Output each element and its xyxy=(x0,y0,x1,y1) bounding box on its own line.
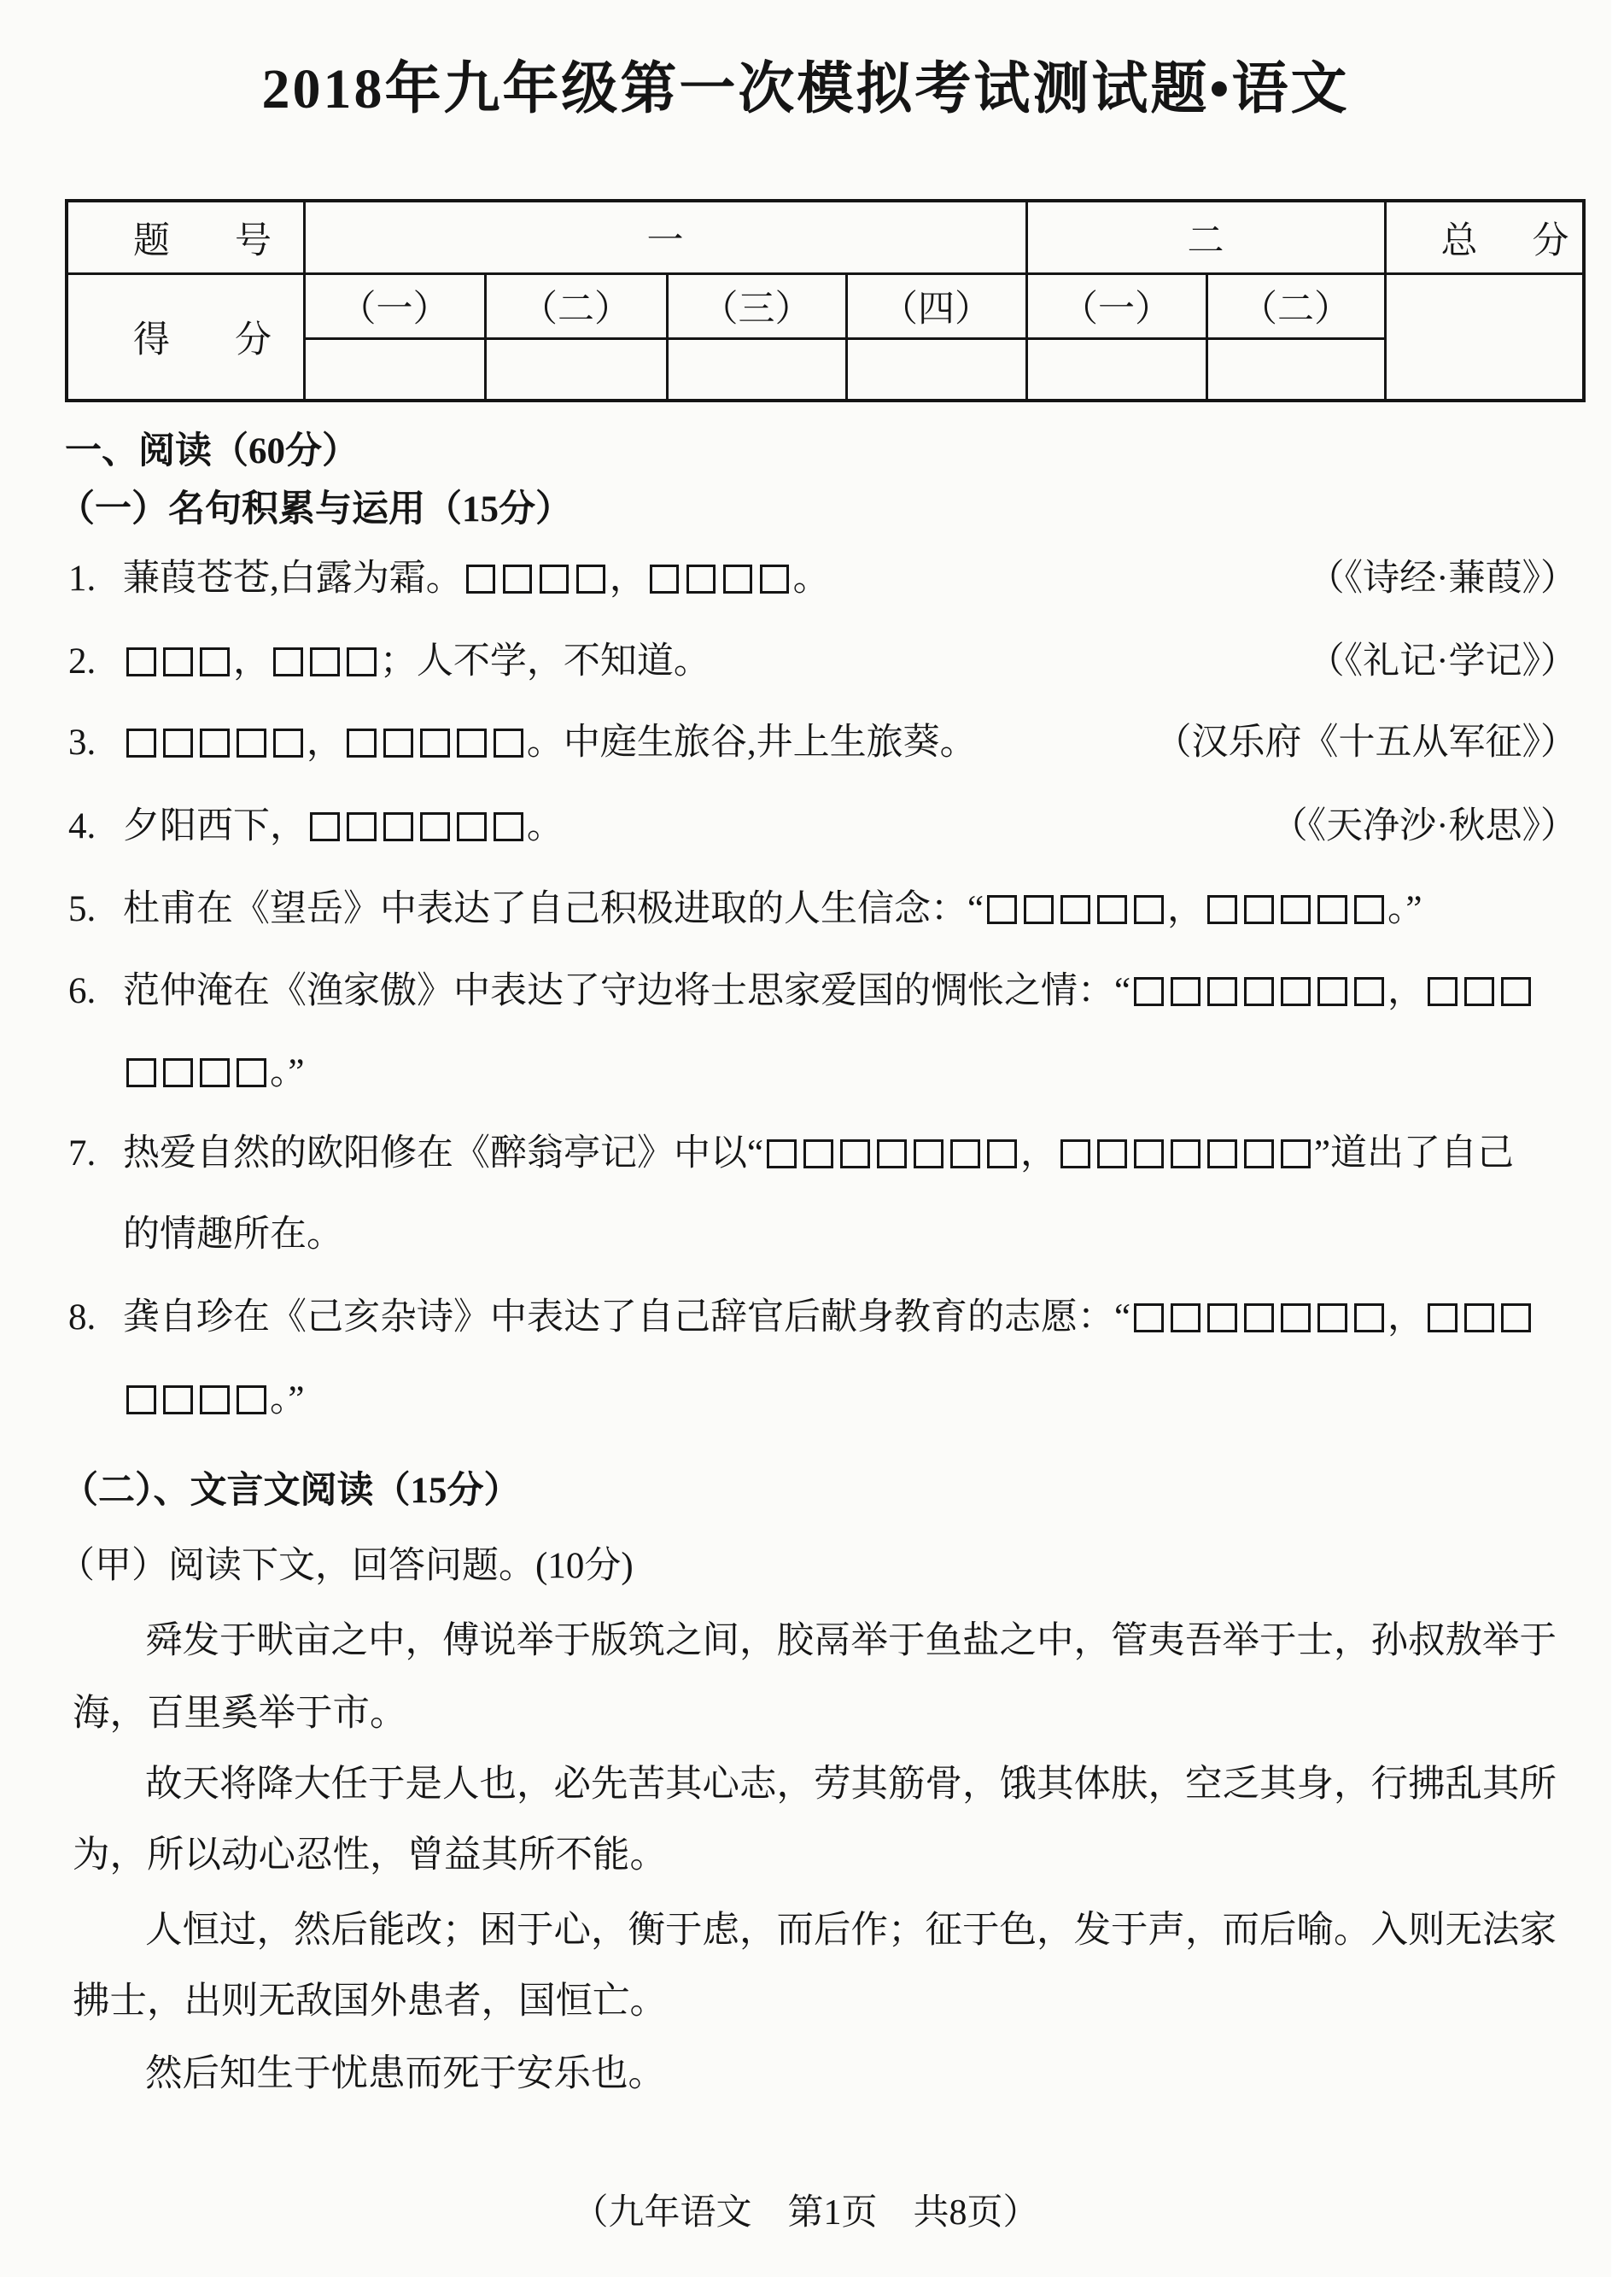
answer-blank xyxy=(383,812,412,841)
answer-blank xyxy=(1134,1303,1163,1332)
question-number: 8. xyxy=(68,1297,96,1338)
passage-line: 然后知生于忧患而死于安乐也。 xyxy=(145,2053,665,2094)
sub-part-header: （四） xyxy=(846,274,1026,339)
source-citation: （汉乐府《十五从军征》） xyxy=(1154,723,1577,763)
answer-blank xyxy=(1244,1303,1273,1332)
answer-blank xyxy=(1464,977,1493,1006)
answer-blank xyxy=(237,1385,266,1414)
question-text: ， 。中庭生旅谷,井上生旅葵。 xyxy=(123,717,977,769)
answer-blank xyxy=(1354,895,1383,924)
question-item xyxy=(0,1128,1611,1179)
answer-blank xyxy=(650,565,679,594)
answer-blank xyxy=(767,1139,796,1168)
question-item xyxy=(0,717,1611,769)
answer-blank xyxy=(457,812,486,841)
passage-line: 拂士，出则无敌国外患者，国恒亡。 xyxy=(73,1981,667,2022)
score-table xyxy=(65,199,1624,402)
answer-blank xyxy=(347,729,376,758)
part-one-header: 一 xyxy=(304,201,1026,274)
answer-blank xyxy=(1281,1303,1310,1332)
question-text-continued: 。” xyxy=(123,1374,305,1425)
question-number: 5. xyxy=(68,889,96,929)
answer-blank xyxy=(1244,895,1273,924)
score-label: 得分 xyxy=(133,320,336,360)
part-heading: （二）、文言文阅读（15分） xyxy=(61,1471,521,1511)
answer-blank xyxy=(723,565,752,594)
answer-blank xyxy=(1171,1139,1200,1168)
score-cell xyxy=(667,339,846,401)
sub-part-header: （一） xyxy=(1026,274,1206,339)
question-number: 7. xyxy=(68,1133,96,1174)
answer-blank xyxy=(200,1058,229,1087)
question-text: 范仲淹在《渔家傲》中表达了守边将士思家爱国的惆怅之情：“ ， xyxy=(123,966,1534,1017)
answer-blank xyxy=(200,1385,229,1414)
sub-part-header: （一） xyxy=(304,274,485,339)
answer-blank xyxy=(494,812,523,841)
question-item xyxy=(0,884,1611,935)
answer-blank xyxy=(686,565,716,594)
question-text: 热爱自然的欧阳修在《醉翁亭记》中以“ ， ”道出了自己 xyxy=(123,1133,1514,1174)
part-two-header: 二 xyxy=(1026,201,1385,274)
answer-blank xyxy=(1281,977,1310,1006)
source-citation: （《礼记·学记》） xyxy=(1307,641,1577,682)
score-cell xyxy=(485,339,667,401)
passage-line: 人恒过，然后能改；困于心，衡于虑，而后作；征于色，发于声，而后喻。入则无法家 xyxy=(145,1910,1557,1951)
question-text: 龚自珍在《己亥杂诗》中表达了自己辞官后献身教育的志愿：“ ， xyxy=(123,1292,1534,1343)
sub-part-header: （二） xyxy=(485,274,667,339)
answer-blank xyxy=(1464,1303,1493,1332)
answer-blank xyxy=(1317,977,1347,1006)
answer-blank xyxy=(540,565,569,594)
question-text: ， ；人不学，不知道。 xyxy=(123,636,710,688)
page-footer: （九年语文 第1页 共8页） xyxy=(572,2193,1039,2233)
question-text: 蒹葭苍苍,白露为霜。 ， 。 xyxy=(123,559,830,599)
answer-blank xyxy=(1428,977,1457,1006)
part-heading: （一）名句积累与运用（15分） xyxy=(58,489,572,530)
question-text-continued: 的情趣所在。 xyxy=(123,1215,343,1255)
answer-blank xyxy=(420,812,449,841)
answer-blank xyxy=(1501,1303,1530,1332)
question-number: 4. xyxy=(68,806,96,846)
total-score-header xyxy=(1385,201,1624,274)
answer-blank xyxy=(347,812,376,841)
answer-blank xyxy=(126,647,155,676)
answer-blank xyxy=(273,729,302,758)
source-citation: （《诗经·蒹葭》） xyxy=(1307,559,1577,599)
score-cell xyxy=(846,339,1026,401)
passage-line: 海，百里奚举于市。 xyxy=(73,1693,407,1734)
answer-blank xyxy=(1244,977,1273,1006)
question-number: 2. xyxy=(68,641,96,682)
question-text: 夕阳西下， 。 xyxy=(123,806,564,846)
answer-blank xyxy=(1317,895,1347,924)
question-item xyxy=(0,1292,1611,1343)
answer-blank xyxy=(1207,977,1236,1006)
answer-blank xyxy=(1354,1303,1383,1332)
answer-blank xyxy=(163,1385,192,1414)
question-item xyxy=(0,553,1611,605)
total-score-cell xyxy=(1385,274,1584,401)
answer-blank xyxy=(1134,895,1163,924)
answer-blank xyxy=(987,895,1016,924)
answer-blank xyxy=(1060,895,1089,924)
answer-blank xyxy=(987,1139,1016,1168)
answer-blank xyxy=(576,565,605,594)
answer-blank xyxy=(1134,977,1163,1006)
answer-blank xyxy=(1097,1139,1126,1168)
answer-blank xyxy=(1354,977,1383,1006)
answer-blank xyxy=(126,1058,155,1087)
answer-blank xyxy=(803,1139,832,1168)
answer-blank xyxy=(1207,895,1236,924)
score-cell xyxy=(1206,339,1385,401)
passage-line: 舜发于畎亩之中，傅说举于版筑之间，胶鬲举于鱼盐之中，管夷吾举于士，孙叔敖举于 xyxy=(145,1620,1557,1661)
answer-blank xyxy=(1501,977,1530,1006)
passage-line: 故天将降大任于是人也，必先苦其心志，劳其筋骨，饿其体肤，空乏其身，行拂乱其所 xyxy=(145,1764,1557,1805)
exam-title: 2018年九年级第一次模拟考试测试题•语文 xyxy=(261,58,1350,120)
answer-blank xyxy=(200,729,229,758)
answer-blank xyxy=(163,647,192,676)
answer-blank xyxy=(237,1058,266,1087)
answer-blank xyxy=(1060,1139,1089,1168)
question-number: 1. xyxy=(68,559,96,599)
answer-blank xyxy=(1281,895,1310,924)
answer-blank xyxy=(273,647,302,676)
sub-part-header: （二） xyxy=(1206,274,1385,339)
section-heading: 一、阅读（60分） xyxy=(65,431,359,471)
answer-blank xyxy=(466,565,495,594)
question-item xyxy=(0,636,1611,688)
answer-blank xyxy=(126,729,155,758)
answer-blank xyxy=(1317,1303,1347,1332)
answer-blank xyxy=(914,1139,943,1168)
answer-blank xyxy=(1207,1139,1236,1168)
answer-blank xyxy=(840,1139,869,1168)
answer-blank xyxy=(420,729,449,758)
answer-blank xyxy=(383,729,412,758)
answer-blank xyxy=(1428,1303,1457,1332)
answer-blank xyxy=(1171,977,1200,1006)
sub-part-header: （三） xyxy=(667,274,846,339)
question-text: 杜甫在《望岳》中表达了自己积极进取的人生信念：“ ， 。” xyxy=(123,889,1422,929)
answer-blank xyxy=(1244,1139,1273,1168)
answer-blank xyxy=(347,647,376,676)
question-number: 3. xyxy=(68,723,96,763)
answer-blank xyxy=(1097,895,1126,924)
source-citation: （《天净沙·秋思》） xyxy=(1271,806,1577,846)
question-item xyxy=(0,801,1611,852)
answer-blank xyxy=(877,1139,906,1168)
question-number: 6. xyxy=(68,971,96,1011)
answer-blank xyxy=(310,647,339,676)
answer-blank xyxy=(126,1385,155,1414)
score-cell xyxy=(1026,339,1206,401)
passage-line: 为，所以动心忍性，曾益其所不能。 xyxy=(73,1835,667,1876)
answer-blank xyxy=(163,1058,192,1087)
question-number-label: 题号 xyxy=(133,220,336,261)
question-text-continued: 。” xyxy=(123,1047,305,1098)
answer-blank xyxy=(237,729,266,758)
answer-blank xyxy=(163,729,192,758)
answer-blank xyxy=(1207,1303,1236,1332)
answer-blank xyxy=(503,565,532,594)
question-number-header xyxy=(67,201,336,274)
answer-blank xyxy=(494,729,523,758)
answer-blank xyxy=(457,729,486,758)
score-row-header xyxy=(67,274,336,401)
total-score-label: 总分 xyxy=(1440,220,1624,261)
answer-blank xyxy=(1024,895,1053,924)
passage-instruction: （甲）阅读下文，回答问题。(10分) xyxy=(58,1546,634,1586)
answer-blank xyxy=(760,565,789,594)
answer-blank xyxy=(1134,1139,1163,1168)
question-item xyxy=(0,966,1611,1017)
answer-blank xyxy=(1171,1303,1200,1332)
answer-blank xyxy=(950,1139,979,1168)
answer-blank xyxy=(310,812,339,841)
answer-blank xyxy=(200,647,229,676)
answer-blank xyxy=(1281,1139,1310,1168)
